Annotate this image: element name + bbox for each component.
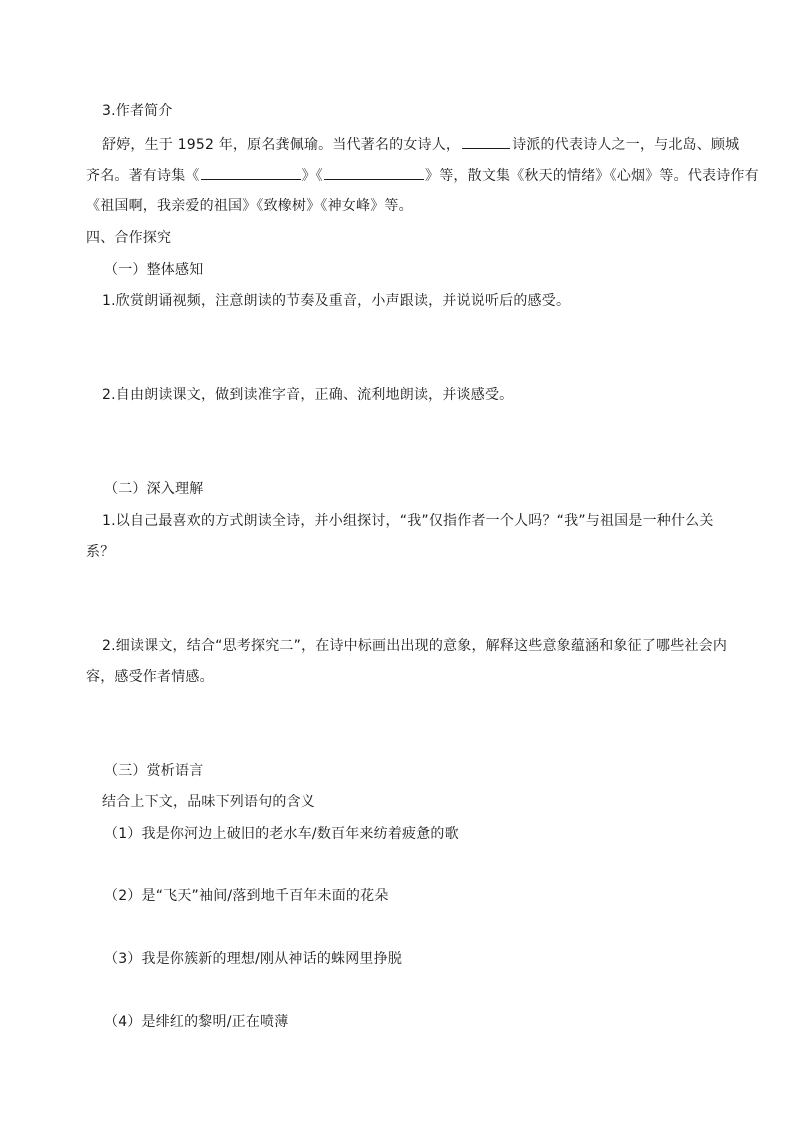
- author-intro-line-1-text-b: 诗派的代表诗人之一，与北岛、顾城: [512, 137, 740, 153]
- part-3-item-3: （3）我是你簇新的理想/刚从神话的蛛网里挣脱: [104, 951, 403, 967]
- part-3-item-4: （4）是绯红的黎明/正在喷薄: [104, 1014, 289, 1030]
- author-intro-line-3: 《祖国啊，我亲爱的祖国》《致橡树》《神女峰》等。: [86, 198, 413, 214]
- part-2-heading: （二）深入理解: [104, 481, 204, 497]
- author-intro-heading: 3.作者简介: [102, 103, 173, 119]
- author-intro-line-2-text-b: 》《: [301, 168, 324, 184]
- author-intro-line-2: [86, 165, 759, 185]
- poetry-collection-blank-2: [324, 165, 424, 180]
- section-4-heading: 四、合作探究: [86, 230, 172, 246]
- part-1-question-1: 1.欣赏朗诵视频，注意朗读的节奏及重音，小声跟读，并说说听后的感受。: [102, 293, 571, 309]
- part-2-question-2-line-1: 2.细读课文，结合“思考探究二”，在诗中标画出出现的意象，解释这些意象蕴涵和象征了哪些社会内: [102, 638, 728, 654]
- part-2-question-1-line-1: 1.以自己最喜欢的方式朗读全诗，并小组探讨，“我”仅指作者一个人吗？“我”与祖国是一种什么关: [102, 513, 714, 529]
- part-1-question-2: 2.自由朗读课文，做到读准字音，正确、流利地朗读，并谈感受。: [102, 387, 514, 403]
- part-3-heading: （三）赏析语言: [104, 763, 204, 779]
- part-2-question-1-line-2: 系？: [86, 544, 115, 560]
- part-2-question-2-line-2: 容，感受作者情感。: [86, 669, 214, 685]
- author-intro-line-1: [102, 134, 739, 154]
- author-intro-line-2-text-a: 齐名。著有诗集《: [86, 168, 200, 184]
- part-3-item-2: （2）是“飞天”袖间/落到地千百年未面的花朵: [104, 888, 389, 904]
- author-intro-line-1-text-a: 舒婷，生于 1952 年，原名龚佩瑜。当代著名的女诗人，: [102, 137, 461, 153]
- poetry-school-blank: [462, 134, 510, 149]
- part-3-intro: 结合上下文，品味下列语句的含义: [102, 794, 315, 810]
- author-intro-line-2-text-c: 》等，散文集《秋天的情绪》《心烟》等。代表诗作有: [425, 168, 759, 184]
- part-1-heading: （一）整体感知: [104, 262, 204, 278]
- poetry-collection-blank-1: [201, 165, 301, 180]
- part-3-item-1: （1）我是你河边上破旧的老水车/数百年来纺着疲惫的歌: [104, 826, 459, 842]
